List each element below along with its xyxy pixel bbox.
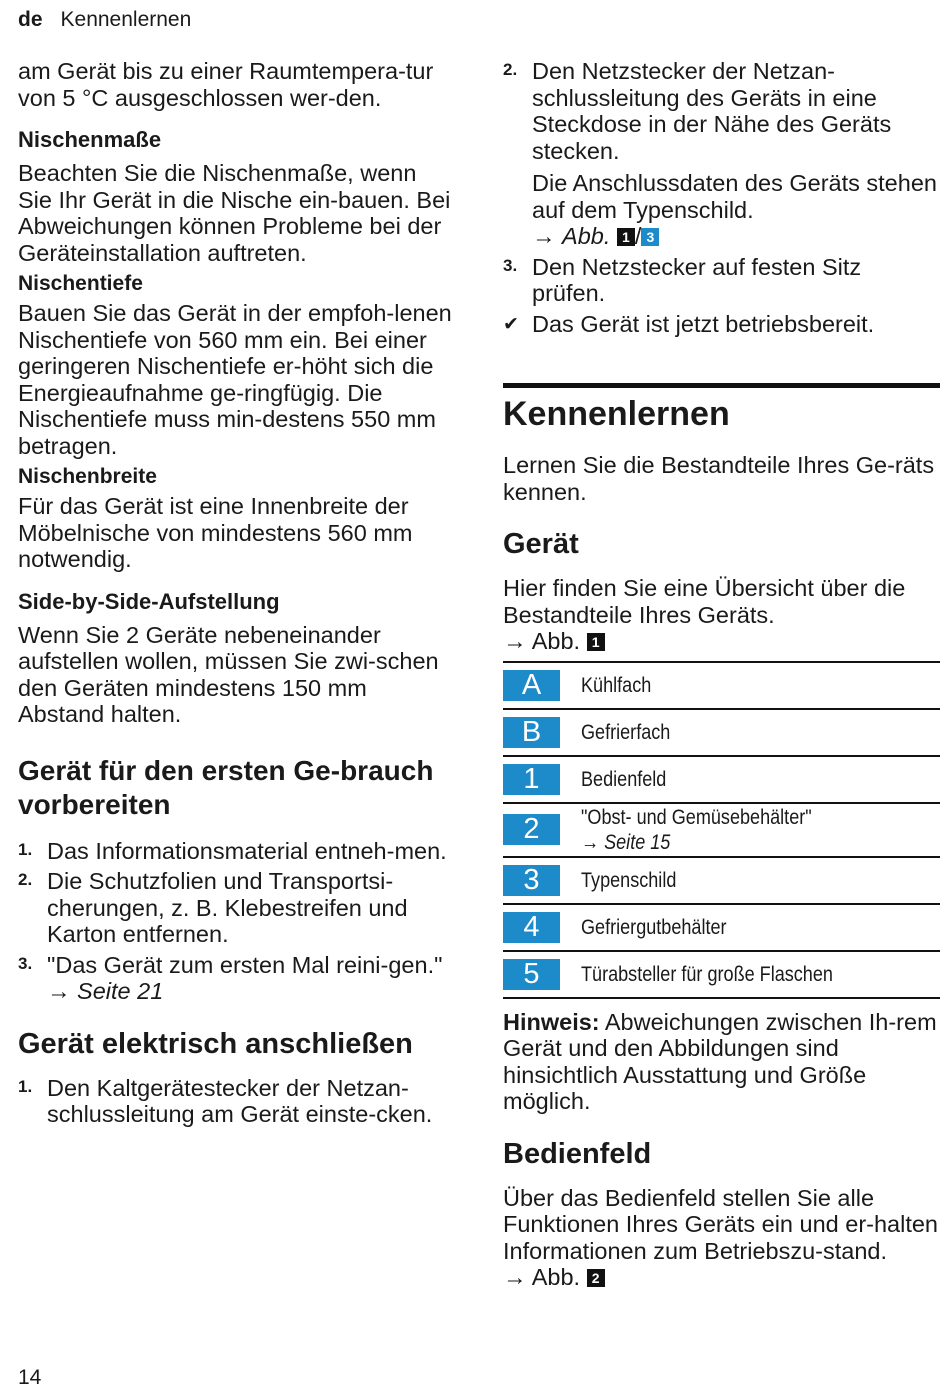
part-key-badge: 2	[503, 814, 560, 845]
right-column: 2. Den Netzstecker der Netzan-schlussleitung des Geräts in eine Steckdose in der Nähe des Geräts stecken. Die Anschlussdaten des Geräts stehen auf dem Typenschild. → Abb. 1 / 3 3. Den Netzstecker auf festen Sitz prüfen. ✔ Das Gerät ist jetzt betriebsbereit. Kennenlernen Lernen Sie die Bestandteile Ihres Ge-räts kennen. Gerät Hier finden Sie eine Übersicht über die Bestandteile Ihres Geräts. → Abb. 1 A Kühlfach B Gefrierfach 1 Bedienfeld 2 "Obst- und Gemüsebehälter" → Seite 15 3 Typenschild 4 Gefriergutbehälter 5 Türabsteller für große Flaschen Hinweis: Abweichungen zwischen Ih-rem Gerät und den Abbildungen sind hinsichtlich Ausstattung und Größe möglich. Bedienfeld Über das Bedienfeld stellen Sie alle Funktionen Ihres Geräts ein und er-halten Informationen zum Betriebszu-stand. → Abb. 2	[503, 58, 939, 1290]
heading-anschliessen: Gerät elektrisch anschließen	[18, 1027, 413, 1060]
table-row	[503, 952, 940, 999]
heading-kennenlernen: Kennenlernen	[503, 395, 730, 433]
checkmark-icon: ✔	[503, 313, 519, 335]
part-key-badge: 1	[503, 764, 560, 795]
table-row	[503, 905, 940, 952]
part-label: "Obst- und Gemüsebehälter"	[581, 805, 812, 829]
list-item: 1. Das Informationsmaterial entneh-men.	[18, 837, 447, 864]
step-note: Die Anschlussdaten des Geräts stehen auf dem Typenschild.	[532, 170, 937, 223]
bedienfeld-text: Über das Bedienfeld stellen Sie alle Funktionen Ihres Geräts ein und er-halten Informationen zum Betriebszu-stand.	[503, 1184, 939, 1264]
geraet-text: Hier finden Sie eine Übersicht über die Bestandteile Ihres Geräts.	[503, 575, 906, 628]
vorbereiten-steps	[18, 838, 456, 1005]
table-row	[503, 710, 940, 757]
nischenmasse-text: Beachten Sie die Nischenmaße, wenn Sie Ihr Gerät in die Nische ein-bauen. Bei Abweichungen können Probleme bei der Geräteinstallation auftreten.	[18, 160, 451, 266]
table-row	[503, 804, 940, 858]
list-item: 2. Den Netzstecker der Netzan-schlussleitung des Geräts in eine Steckdose in der Nähe des Geräts stecken. Die Anschlussdaten des Geräts stehen auf dem Typenschild. → Abb. 1 / 3	[503, 58, 940, 250]
page-reference-link[interactable]: Seite 15	[604, 830, 671, 854]
side-by-side-text: Wenn Sie 2 Geräte nebeneinander aufstellen wollen, müssen Sie zwi-schen den Geräten mindestens 150 mm Abstand halten.	[18, 621, 439, 727]
anschliessen-steps-continued	[503, 58, 940, 337]
part-label: Typenschild	[581, 868, 677, 892]
page-number: 14	[18, 1366, 42, 1389]
heading-nischenbreite: Nischenbreite	[18, 465, 157, 488]
list-item: 3. Den Netzstecker auf festen Sitz prüfen.	[503, 253, 862, 306]
part-label: Bedienfeld	[581, 767, 667, 791]
heading-nischentiefe: Nischentiefe	[18, 272, 143, 295]
part-label: Türabsteller für große Flaschen	[581, 962, 833, 986]
arrow-right-icon: →	[532, 223, 556, 249]
part-label: Kühlfach	[581, 673, 652, 697]
nischentiefe-text: Bauen Sie das Gerät in der empfoh-lenen Nischentiefe von 560 mm ein. Bei einer geringeren Nischentiefe er-höht sich die Energieaufnahme ge-ringfügig. Die Nischentiefe muss min-destens 550 mm betragen.	[18, 300, 452, 459]
part-label: Gefrierfach	[581, 720, 671, 744]
heading-bedienfeld: Bedienfeld	[503, 1137, 652, 1170]
part-key-badge: B	[503, 717, 560, 748]
result-item: ✔ Das Gerät ist jetzt betriebsbereit.	[503, 310, 875, 337]
parts-table	[503, 661, 940, 999]
heading-geraet: Gerät	[503, 528, 579, 560]
arrow-right-icon: →	[581, 830, 600, 854]
hinweis-note: Hinweis: Abweichungen zwischen Ih-rem Gerät und den Abbildungen sind hinsichtlich Ausstattung und Größe möglich.	[503, 1008, 937, 1114]
figure-ref-badge[interactable]: 2	[587, 1269, 605, 1287]
part-key-badge: 4	[503, 912, 560, 943]
heading-vorbereiten: Gerät für den ersten Ge-brauch vorbereiten	[18, 754, 434, 820]
kennenlernen-text: Lernen Sie die Bestandteile Ihres Ge-räts kennen.	[503, 452, 935, 505]
table-row	[503, 858, 940, 905]
intro-paragraph: am Gerät bis zu einer Raumtempera-tur von 5 °C ausgeschlossen wer-den.	[18, 58, 434, 111]
part-key-badge: A	[503, 670, 560, 701]
table-row	[503, 757, 940, 804]
arrow-right-icon: →	[503, 628, 527, 654]
table-row	[503, 663, 940, 710]
heading-nischenmasse: Nischenmaße	[18, 127, 162, 152]
part-key-badge: 5	[503, 959, 560, 990]
figure-ref-badge[interactable]: 1	[617, 228, 635, 246]
heading-side-by-side: Side-by-Side-Aufstellung	[18, 588, 280, 614]
language-code: de	[18, 8, 43, 31]
list-item: 2. Die Schutzfolien und Transportsi-cherungen, z. B. Klebestreifen und Karton entfernen.	[18, 868, 408, 947]
part-key-badge: 3	[503, 865, 560, 896]
arrow-right-icon: →	[503, 1264, 527, 1290]
list-item: 1. Den Kaltgerätestecker der Netzan-schlussleitung am Gerät einste-cken.	[18, 1074, 433, 1127]
part-label: Gefriergutbehälter	[581, 915, 727, 939]
anschliessen-steps	[18, 1075, 456, 1128]
nischenbreite-text: Für das Gerät ist eine Innenbreite der Möbelnische von mindestens 560 mm notwendig.	[18, 493, 413, 572]
left-column	[18, 58, 456, 1132]
page-reference-link[interactable]: Seite 21	[77, 978, 164, 1004]
figure-ref-badge[interactable]: 3	[641, 228, 659, 246]
list-item: 3. "Das Gerät zum ersten Mal reini-gen." → Seite 21	[18, 951, 443, 1004]
section-divider	[503, 383, 940, 388]
page-header	[18, 8, 191, 32]
figure-ref-badge[interactable]: 1	[587, 633, 605, 651]
header-section-title: Kennenlernen	[60, 8, 192, 31]
arrow-right-icon: →	[47, 978, 71, 1004]
